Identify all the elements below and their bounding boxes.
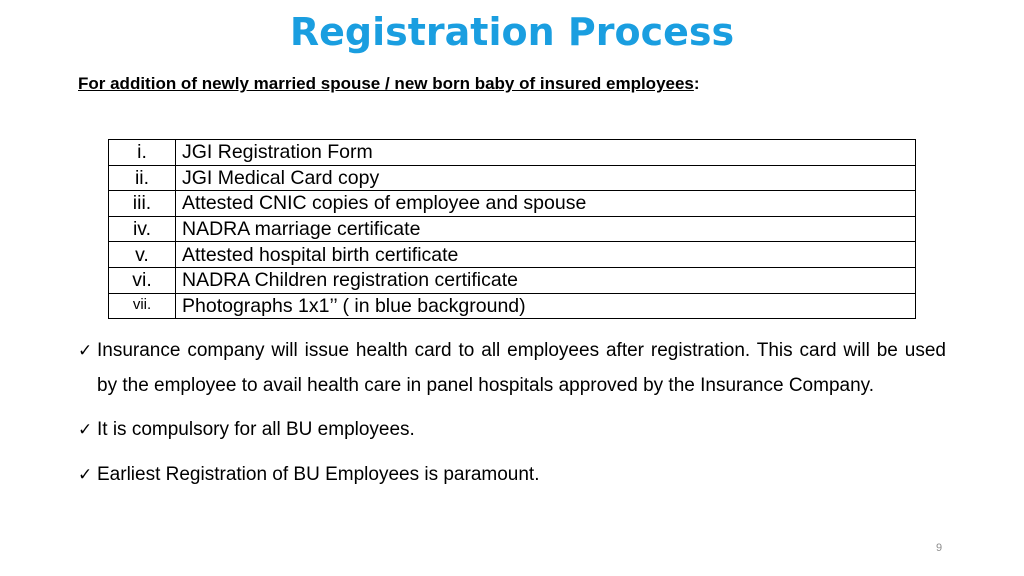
table-row — [109, 165, 916, 191]
page-title: Registration Process — [289, 10, 735, 54]
list-item — [78, 458, 946, 493]
checkmark-icon: ✓ — [78, 464, 93, 485]
list-item — [78, 413, 946, 448]
bullet-text: Insurance company will issue health card to all employees after registration. This card will be used by the employee to avail health care in panel hospitals approved by the Insurance Company. — [97, 340, 946, 396]
row-document: JGI Registration Form — [176, 140, 916, 166]
table-row — [109, 216, 916, 242]
bullet-list — [78, 334, 946, 492]
table-row — [109, 191, 916, 217]
row-document: Attested hospital birth certificate — [176, 242, 916, 268]
row-number: v. — [109, 242, 176, 268]
row-number: iii. — [109, 191, 176, 217]
bullet-text: It is compulsory for all BU employees. — [97, 419, 415, 440]
subtitle-colon: : — [693, 74, 700, 93]
row-document: NADRA Children registration certificate — [176, 267, 916, 293]
table-row — [109, 242, 916, 268]
row-number: iv. — [109, 216, 176, 242]
row-document: NADRA marriage certificate — [176, 216, 916, 242]
row-number: vii. — [109, 293, 176, 319]
table-row — [109, 140, 916, 166]
table-row — [109, 267, 916, 293]
row-document: Photographs 1x1’’ ( in blue background) — [176, 293, 916, 319]
row-document: Attested CNIC copies of employee and spouse — [176, 191, 916, 217]
row-number: i. — [109, 140, 176, 166]
row-document: JGI Medical Card copy — [176, 165, 916, 191]
list-item — [78, 334, 946, 403]
section-subtitle — [78, 74, 700, 94]
page-number: 9 — [936, 542, 943, 554]
bullet-text: Earliest Registration of BU Employees is paramount. — [97, 463, 540, 485]
documents-table — [108, 139, 916, 319]
row-number: ii. — [109, 165, 176, 191]
checkmark-icon: ✓ — [78, 341, 93, 361]
table-row — [109, 293, 916, 319]
subtitle-text: For addition of newly married spouse / new born baby of insured employees — [78, 74, 694, 93]
checkmark-icon: ✓ — [78, 420, 93, 440]
row-number: vi. — [109, 267, 176, 293]
